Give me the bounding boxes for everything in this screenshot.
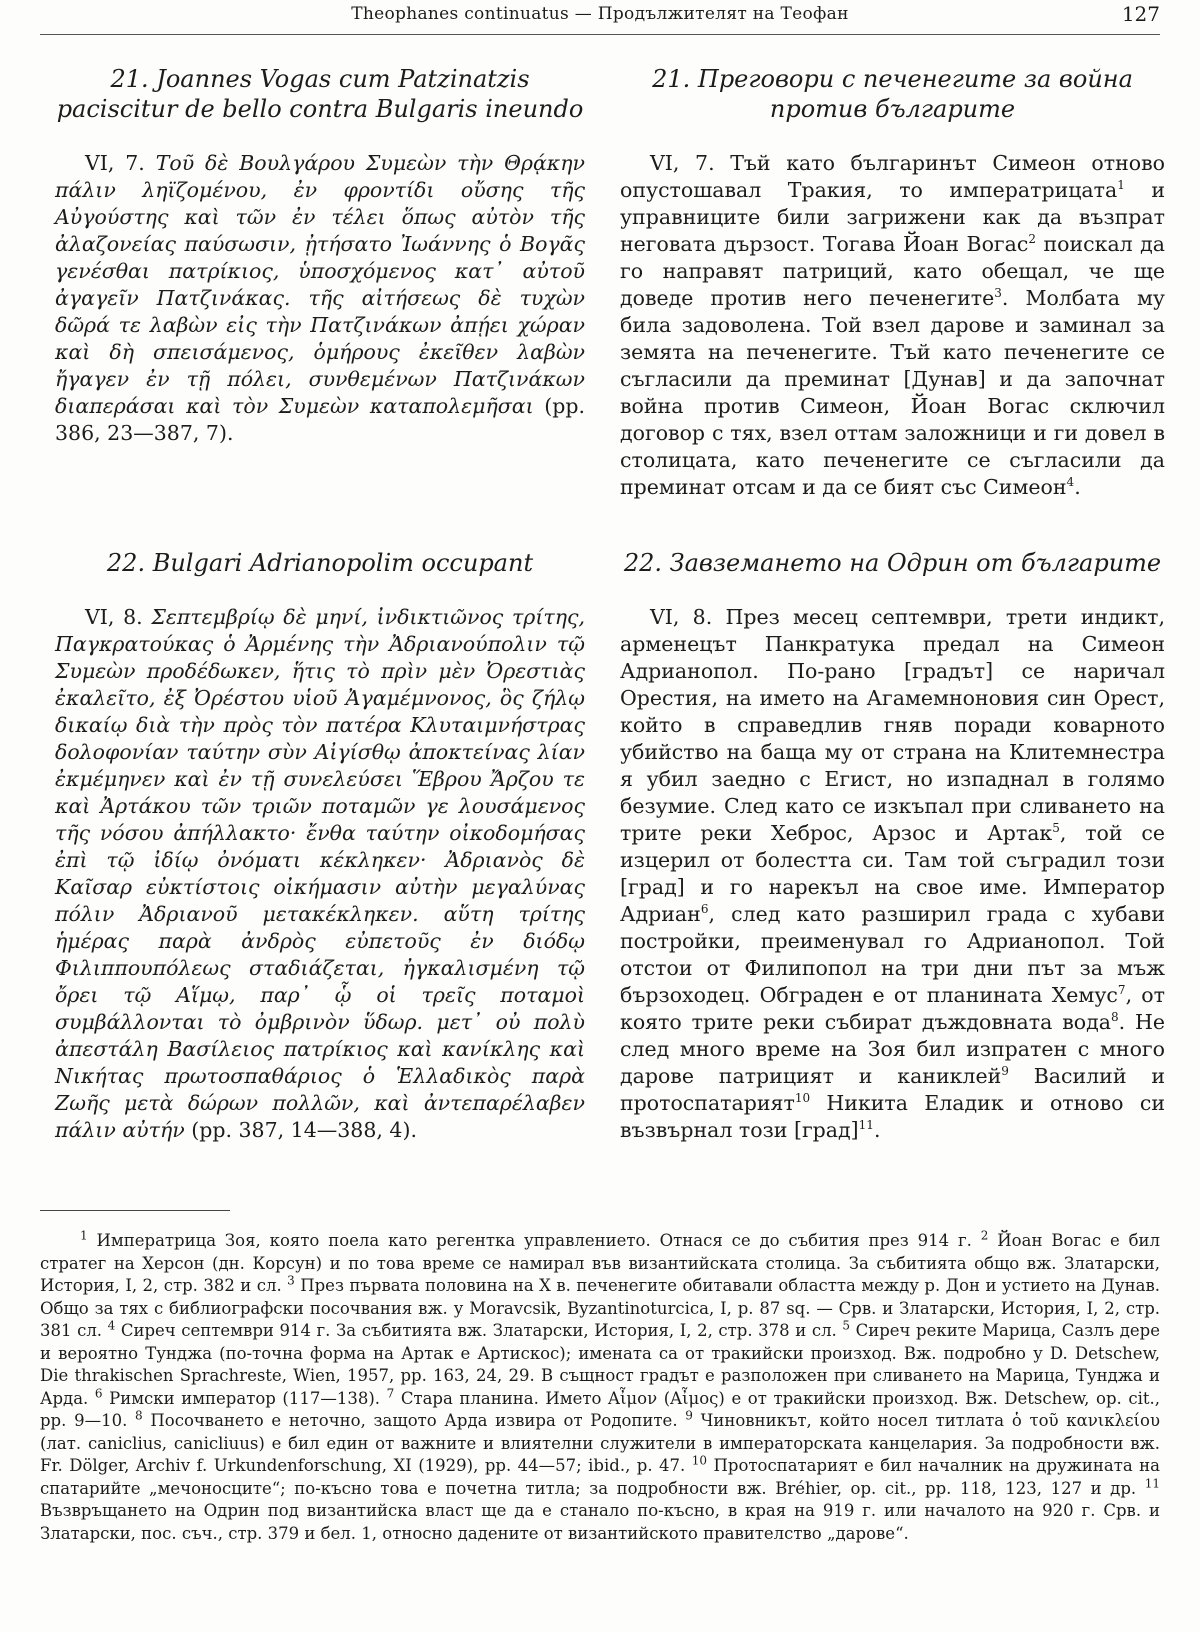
text-run: . — [1074, 475, 1081, 499]
footnote-mark[interactable]: 10 — [794, 1091, 811, 1106]
footnote-number: 10 — [691, 1453, 708, 1468]
section-22-title-bulgarian: 22. Завземането на Одрин от българите — [623, 549, 1162, 577]
footnote-text: Чиновникът, който носел титлата ὁ τοῦ κανικλείου (лат. caniclius, canicliuus) е бил един от важните и влиятелни служители в императорската канцелария. За подробности вж. Fr. Dölger, Archiv f. Urkundenforschung, XI (1929), pp. 44—57; ibid., p. 47. — [40, 1411, 1160, 1475]
footnote-number: 8 — [135, 1408, 143, 1423]
footnote-number: 2 — [980, 1228, 989, 1243]
section-21-lead: VI, 7. — [85, 151, 156, 175]
footnote-number: 3 — [287, 1273, 295, 1288]
section-21-greek: Τοῦ δὲ Βουλγάρου Συμεὼν τὴν Θρᾴκην πάλιν ληϊζομένου, ἐν φροντίδι οὔσης τῆς Αὐγούστης καὶ τῶν ἐν τέλει ὅπως αὐτὸν τῆς ἀλαζονείας παύσωσιν, ᾐτήσατο Ἰωάννης ὁ Βογᾶς γενέσθαι πατρίκιος, ὑποσχόμενος κατ᾽ αὐτοῦ ἀγαγεῖν Πατζινάκας. τῆς αἰτήσεως δὲ τυχὼν δῶρά τε λαβὼν εἰς τὴν Πατζινάκων ἀπῄει χώραν καὶ δὴ σπεισάμενος, ὁμήρους ἐκεῖθεν λαβὼν ἤγαγεν ἐν τῇ πόλει, συνθεμένων Πατζινάκων διαπεράσαι καὶ τὸν Συμεὼν καταπολεμῆσαι — [55, 151, 585, 418]
right-column-section-22 — [620, 548, 1165, 1144]
footnote-mark[interactable]: 1 — [1117, 178, 1125, 193]
left-column — [55, 64, 585, 447]
section-21-title-bulgarian: 21. Преговори с печенегите за война против българите — [652, 65, 1133, 123]
footnote-mark[interactable]: 11 — [858, 1118, 874, 1133]
footnote-mark[interactable]: 3 — [994, 286, 1002, 301]
section-21-greek-text — [55, 150, 585, 447]
text-run: , той се изцерил от болестта си. Там той съградил този [град] и го нарекъл на свое име. Император Адриан — [620, 821, 1165, 926]
text-run: . Не след много време на Зоя бил изпратен с много дарове патрицият и каниклей — [620, 1010, 1166, 1088]
footnote-number: 7 — [386, 1386, 395, 1400]
footnote-rule — [40, 1210, 230, 1211]
text-run: Никита Еладик и отново си възвърнал този [град] — [620, 1091, 1165, 1142]
section-22-greek-text — [55, 604, 585, 1144]
text-run: Василий и протоспатарият — [620, 1064, 1165, 1115]
left-column-section-22 — [55, 548, 585, 1144]
section-22-translation — [620, 604, 1165, 1144]
section-21-title-latin: 21. Joannes Vogas cum Patzinatzis paciscitur de bello contra Bulgaris ineundo — [56, 65, 584, 123]
footnote-text: Сиреч септември 914 г. За събитията вж. Златарски, История, I, 2, стр. 378 и сл. — [120, 1321, 843, 1340]
footnote-mark[interactable]: 2 — [1028, 232, 1037, 247]
right-column — [620, 64, 1165, 501]
text-run: . Молбата му била задоволена. Той взел дарове и заминал за земята на печенегите. Тъй като печенегите се съгласили да преминат [Дунав] и да започнат война против Симеон, Йоан Вогас сключил договор с тях, взел оттам заложници и ги довел в столицата, като печенегите се съгласили да преминат отсам и да се бият със Симеон — [620, 286, 1165, 499]
footnote-mark[interactable]: 9 — [1001, 1064, 1009, 1079]
footnotes — [40, 1230, 1160, 1545]
running-title: Theophanes continuatus — Продължителят на Теофан — [351, 4, 849, 24]
page-number: 127 — [1121, 2, 1160, 26]
footnote-text: Императрица Зоя, която поела като регентка управлението. Отнася се до събития през 914 г. — [96, 1231, 981, 1250]
footnote-text: Сиреч реките Марица, Сазлъ дере и вероятно Тунджа (по-точна форма на Артак е Артискос); имената са от тракийски произход. Вж. подробно у D. Detschew, Die thrakischen Sprachreste, Wien, 1957, pp. 163, 24, 29. В същност градът е разположен при сливането на Марица, Тунджа и Арда. — [40, 1321, 1160, 1408]
footnote-number: 1 — [80, 1228, 88, 1243]
footnote-mark[interactable]: 5 — [1052, 821, 1060, 836]
running-head — [40, 0, 1160, 35]
footnote-text: Йоан Вогас е бил стратег на Херсон (дн. Корсун) и по това време се намирал във византийската столица. За събитията общо вж. Златарски, История, I, 2, стр. 382 и сл. — [40, 1231, 1160, 1295]
footnote-block — [40, 1230, 1160, 1545]
section-21-reference: (pp. 386, 23—387, 7). — [55, 394, 585, 445]
footnote-mark[interactable]: 4 — [1066, 475, 1075, 490]
footnote-text: Стара планина. Името Αἶμον (Αἶμος) е от тракийски произход. Вж. Detschew, op. cit., pp. 9—10. — [40, 1388, 1160, 1430]
footnote-number: 4 — [107, 1318, 116, 1333]
text-run: , от която трите реки събират дъждовната вода — [620, 983, 1165, 1034]
section-22-reference: (pp. 387, 14—388, 4). — [184, 1118, 417, 1142]
footnote-mark[interactable]: 8 — [1110, 1010, 1119, 1025]
footnote-number: 6 — [94, 1386, 103, 1400]
text-run: и управниците били загрижени как да възпрат неговата дързост. Тогава Йоан Вогас — [620, 178, 1165, 256]
footnote-text: Римски император (117—138). — [109, 1388, 387, 1408]
section-21-translation — [620, 150, 1165, 501]
footnote-number: 5 — [842, 1318, 851, 1333]
text-run: , след като разширил града с хубави постройки, преименувал го Адрианопол. Той отстои от Филипопол на три дни път за мъж бързоходец. Обграден е от планината Хемус — [620, 902, 1165, 1007]
footnote-text: Посочването е неточно, защото Арда извира от Родопите. — [150, 1411, 686, 1430]
text-run: VI, 7. Тъй като българинът Симеон отново опустошавал Тракия, то императрицата — [620, 151, 1165, 202]
footnote-number: 9 — [685, 1408, 693, 1423]
text-run: поискал да го направят патриций, като обещал, че ще доведе против него печенегите — [620, 232, 1165, 310]
footnote-number: 11 — [1144, 1476, 1160, 1490]
footnote-text: През първата половина на X в. печенегите обитавали областта между р. Дон и устието на Дунав. Общо за тях с библиографски посочвания вж. у Moravcsik, Byzantinoturcica, I, p. 87 sq. — Срв. и Златарски, История, I, 2, стр. 381 сл. — [40, 1276, 1161, 1340]
text-run: VI, 8. През месец септември, трети индикт, арменецът Панкратука предал на Симеон Адрианопол. По-рано [градът] се наричал Орестия, на името на Агамемноновия син Орест, който в справедлив гняв поради коварното убийство на баща му от страна на Клитемнестра я убил заедно с Егист, но изпаднал в голямо безумие. След като се изкъпал при сливането на трите реки Хеброс, Арзос и Артак — [620, 605, 1165, 845]
section-22-greek: Σεπτεμβρίῳ δὲ μηνί, ἰνδικτιῶνος τρίτης, Παγκρατούκας ὁ Ἀρμένης τὴν Ἀδριανούπολιν τῷ Συμεὼν προδέδωκεν, ἥτις τὸ πρὶν μὲν Ὀρεστιὰς ἐκαλεῖτο, ἐξ Ὀρέστου υἱοῦ Ἀγαμέμνονος, ὃς ζήλῳ δικαίῳ διὰ τὴν πρὸς τὸν πατέρα Κλυταιμνήστρας δολοφονίαν ταύτην σὺν Αἰγίσθῳ ἀποκτείνας λίαν ἐκμέμηνεν καὶ ἐν τῇ συνελεύσει Ἕβρου Ἄρζου τε καὶ Ἀρτάκου τῶν τριῶν ποταμῶν γε λουσάμενος τῆς νόσου ἀπήλλακτο· ἔνθα ταύτην οἰκοδομήσας ἐπὶ τῷ ἰδίῳ ὀνόματι κέκληκεν· Ἀδριανὸς δὲ Καῖσαρ εὐκτίστοις οἰκήμασιν αὐτὴν μεγαλύνας πόλιν Ἀδριανοῦ μετακέκληκεν. αὕτη τρίτης ἡμέρας παρὰ ἀνδρὸς εὐπετοῦς ἐν διόδῳ Φιλιππουπόλεως σταδιάζεται, ἠγκαλισμένη τῷ ὄρει τῷ Αἵμῳ, παρ᾽ ᾧ οἱ τρεῖς ποταμοὶ συμβάλλονται τὸ ὀμβρινὸν ὕδωρ. μετ᾽ οὐ πολὺ ἀπεστάλη Βασίλειος πατρίκιος καὶ κανίκλης καὶ Νικήτας πρωτοσπαθάριος ὁ Ἑλλαδικὸς παρὰ Ζωῆς μετὰ δώρων πολλῶν, καὶ ἀντεπαρέλαβεν πάλιν αὐτήν — [55, 605, 586, 1142]
text-run: . — [873, 1118, 881, 1142]
footnote-mark[interactable]: 7 — [1117, 983, 1126, 998]
footnote-mark[interactable]: 6 — [700, 902, 709, 917]
section-22-title-latin: 22. Bulgari Adrianopolim occupant — [106, 549, 534, 577]
footnote-text: Протоспатарият е бил началник на дружината на спатарийте „мечоносците“; по-късно това е почетна титла; за подробности вж. Bréhier, op. cit., pp. 118, 123, 127 и др. — [40, 1456, 1160, 1498]
footnote-text: Възвръщането на Одрин под византийска власт ще да е станало по-късно, в края на 919 г. или началото на 920 г. Срв. и Златарски, пос. съч., стр. 379 и бел. 1, относно дадените от византийското правителство „дарове“. — [40, 1501, 1160, 1543]
section-22-lead: VI, 8. — [85, 605, 152, 629]
